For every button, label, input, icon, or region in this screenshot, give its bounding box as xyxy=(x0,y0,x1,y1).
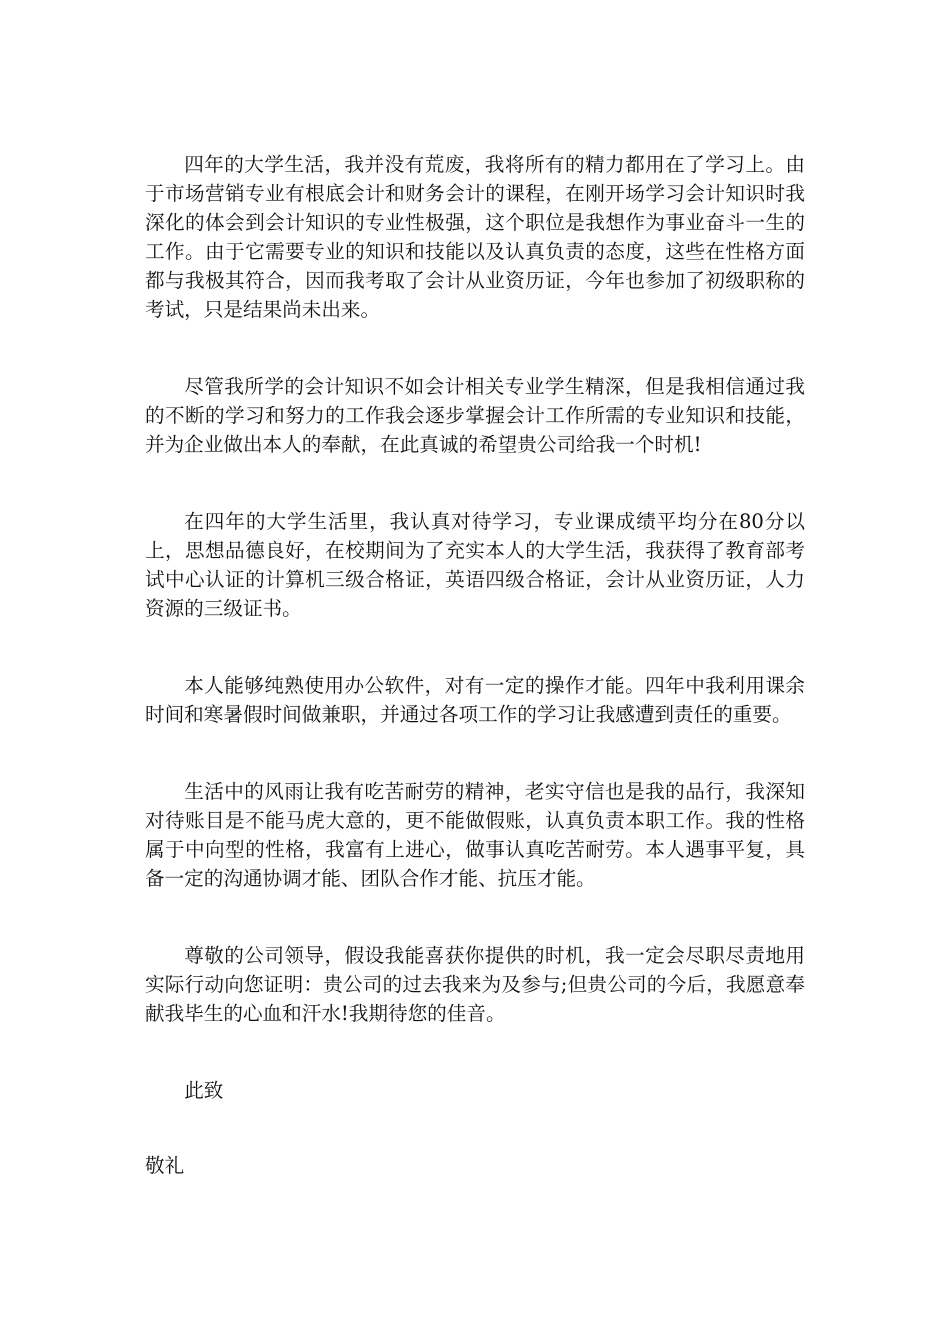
paragraph-commitment: 尽管我所学的会计知识不如会计相关专业学生精深，但是我相信通过我的不断的学习和努力的工作我会逐步掌握会计工作所需的专业知识和技能，并为企业做出本人的奉献，在此真诚的希望贵公司给我一个时机! xyxy=(145,375,805,456)
paragraph-study: 四年的大学生活，我并没有荒废，我将所有的精力都用在了学习上。由于市场营销专业有根底会计和财务会计的课程，在刚开场学习会计知识时我深化的体会到会计知识的专业性极强，这个职位是我想作为事业奋斗一生的工作。由于它需要专业的知识和技能以及认真负责的态度，这些在性格方面都与我极其符合，因而我考取了会计从业资历证，今年也参加了初级职称的考试，只是结果尚未出来。 xyxy=(145,153,805,321)
paragraph-certificates: 在四年的大学生活里，我认真对待学习，专业课成绩平均分在80分以上，思想品德良好，在校期间为了充实本人的大学生活，我获得了教育部考试中心认证的计算机三级合格证，英语四级合格证，会计从业资历证，人力资源的三级证书。 xyxy=(145,510,805,620)
salutation-text: 敬礼 xyxy=(145,1154,185,1177)
closing-text: 此致 xyxy=(184,1079,224,1102)
paragraph-request: 尊敬的公司领导，假设我能喜获你提供的时机，我一定会尽职尽责地用实际行动向您证明：贵公司的过去我来为及参与;但贵公司的今后，我愿意奉献我毕生的心血和汗水!我期待您的佳音。 xyxy=(145,944,805,1025)
paragraph-character: 生活中的风雨让我有吃苦耐劳的精神，老实守信也是我的品行，我深知对待账目是不能马虎大意的，更不能做假账，认真负责本职工作。我的性格属于中向型的性格，我富有上进心，做事认真吃苦耐劳。本人遇事平复，具备一定的沟通协调才能、团队合作才能、抗压才能。 xyxy=(145,780,805,890)
paragraph-skills: 本人能够纯熟使用办公软件，对有一定的操作才能。四年中我利用课余时间和寒暑假时间做兼职，并通过各项工作的学习让我感遭到责任的重要。 xyxy=(145,674,805,726)
letter-body xyxy=(145,150,805,1180)
